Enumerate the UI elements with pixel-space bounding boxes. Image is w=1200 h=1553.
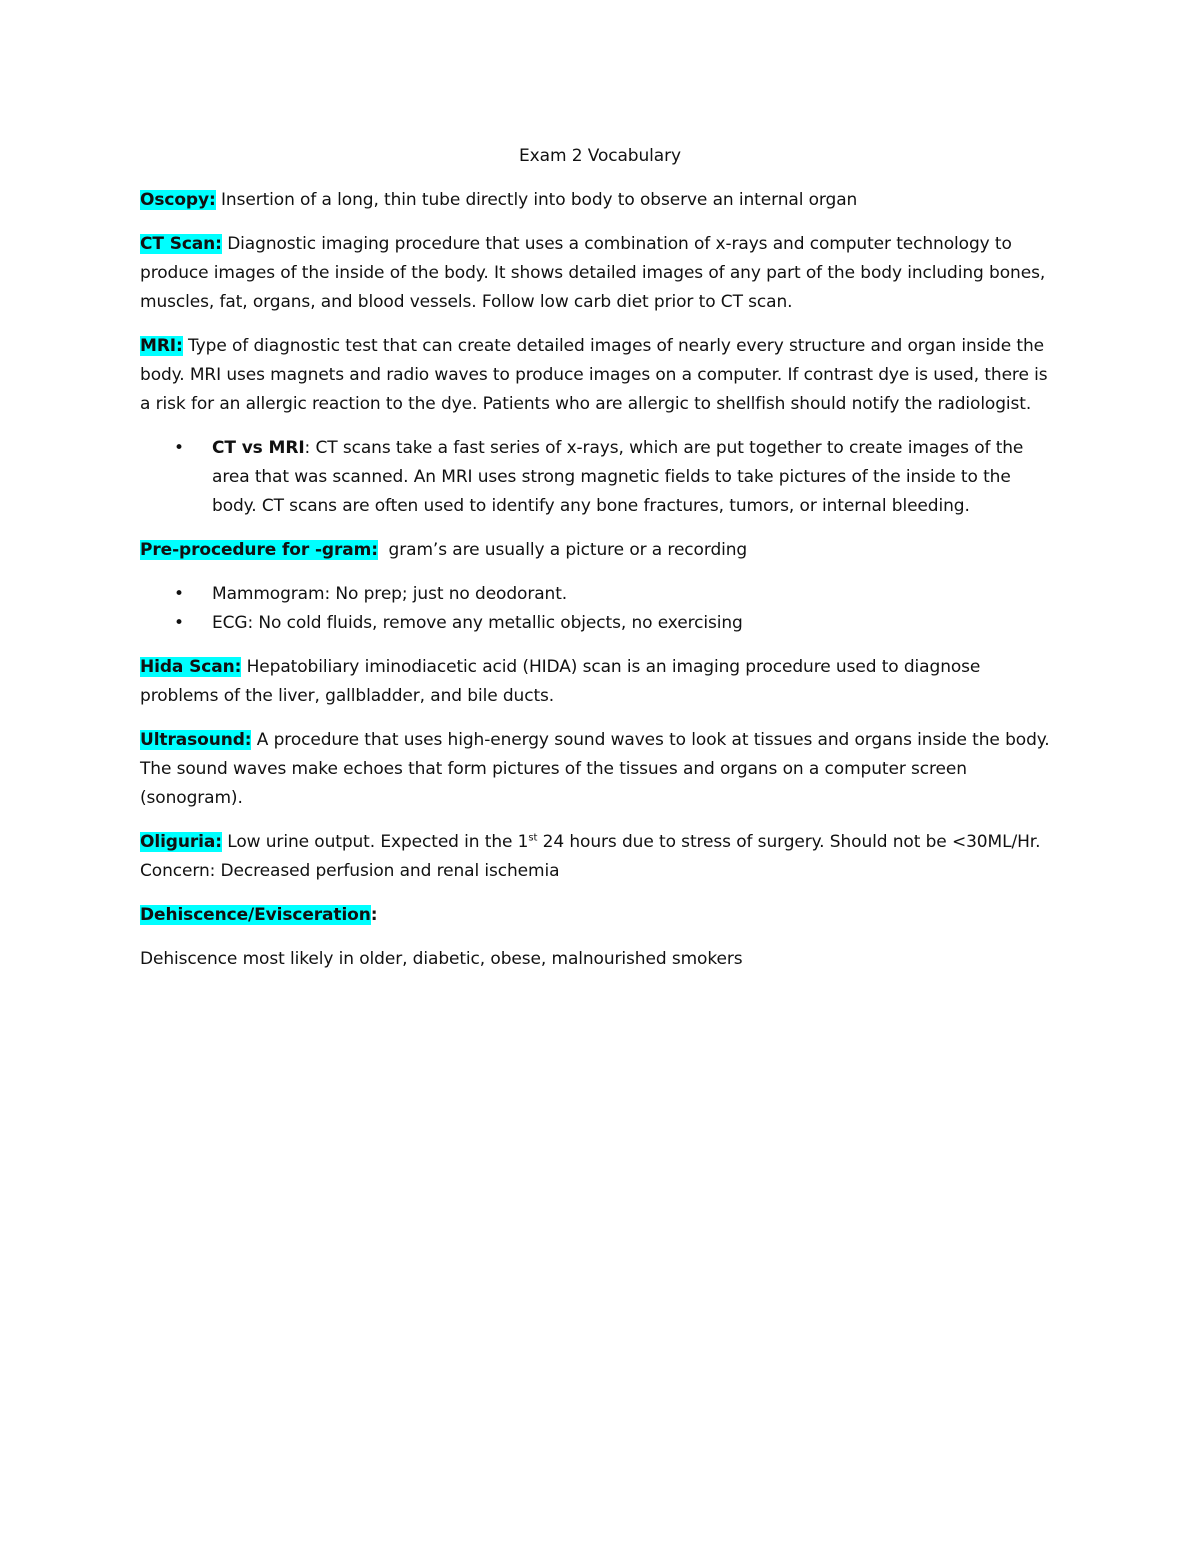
definition-oscopy: Insertion of a long, thin tube directly into body to observe an internal organ <box>215 190 858 210</box>
bullet-label-ct-vs-mri: CT vs MRI <box>212 438 305 458</box>
list-item: • ECG: No cold fluids, remove any metallic objects, no exercising <box>212 609 1060 638</box>
entry-oscopy <box>140 186 1060 215</box>
entry-ultrasound <box>140 726 1060 813</box>
term-oscopy: Oscopy: <box>140 190 216 210</box>
mri-bullet-list <box>140 434 1060 521</box>
definition-mri: Type of diagnostic test that can create detailed images of nearly every structure and organ inside the body. MRI uses magnets and radio waves to produce images on a computer. If contrast dye is used, there is a risk for an allergic reaction to the dye. Patients who are allergic to shellfish should notify the radiologist. <box>140 336 1048 414</box>
definition-ct-scan: Diagnostic imaging procedure that uses a combination of x-rays and computer technology to produce images of the inside of the body. It shows detailed images of any part of the body including bones, muscles, fat, organs, and blood vessels. Follow low carb diet prior to CT scan. <box>140 234 1046 312</box>
term-dehiscence-colon: : <box>370 905 378 925</box>
document-title: Exam 2 Vocabulary <box>519 146 681 166</box>
definition-ultrasound: A procedure that uses high-energy sound waves to look at tissues and organs inside the body. The sound waves make echoes that form pictures of the tissues and organs on a computer screen (sonogram). <box>140 730 1050 808</box>
entry-pre-procedure <box>140 536 1060 565</box>
definition-hida-scan: Hepatobiliary iminodiacetic acid (HIDA) scan is an imaging procedure used to diagnose problems of the liver, gallbladder, and bile ducts. <box>140 657 981 706</box>
term-ct-scan: CT Scan: <box>140 234 222 254</box>
term-mri: MRI: <box>140 336 183 356</box>
definition-oliguria-pre: Low urine output. Expected in the 1 <box>221 832 529 852</box>
definition-pre-procedure: gram’s are usually a picture or a recording <box>377 540 748 560</box>
entry-mri <box>140 332 1060 419</box>
bullet-text-ct-vs-mri: : CT scans take a fast series of x-rays, which are put together to create images of the area that was scanned. An MRI uses strong magnetic fields to take pictures of the inside to the body. CT scans are often used to identify any bone fractures, tumors, or internal bleeding. <box>212 438 1024 516</box>
superscript-st: st <box>528 832 538 844</box>
term-hida-scan: Hida Scan: <box>140 657 242 677</box>
entry-dehiscence <box>140 901 1060 930</box>
entry-hida-scan <box>140 653 1060 711</box>
entry-ct-scan <box>140 230 1060 317</box>
term-oliguria: Oliguria: <box>140 832 222 852</box>
term-ultrasound: Ultrasound: <box>140 730 252 750</box>
term-dehiscence: Dehiscence/Evisceration <box>140 905 371 925</box>
document-page <box>140 142 1060 989</box>
definition-oliguria-post: 24 hours due to stress of surgery. Should not be <30ML/Hr. Concern: Decreased perfusion and renal ischemia <box>140 832 1041 881</box>
note-dehiscence: Dehiscence most likely in older, diabetic, obese, malnourished smokers <box>140 949 743 969</box>
list-item: • Mammogram: No prep; just no deodorant. <box>212 580 1060 609</box>
list-item <box>212 434 1060 521</box>
entry-oliguria <box>140 828 1060 886</box>
pre-procedure-bullet-list <box>140 580 1060 638</box>
term-pre-procedure: Pre-procedure for -gram: <box>140 540 378 560</box>
